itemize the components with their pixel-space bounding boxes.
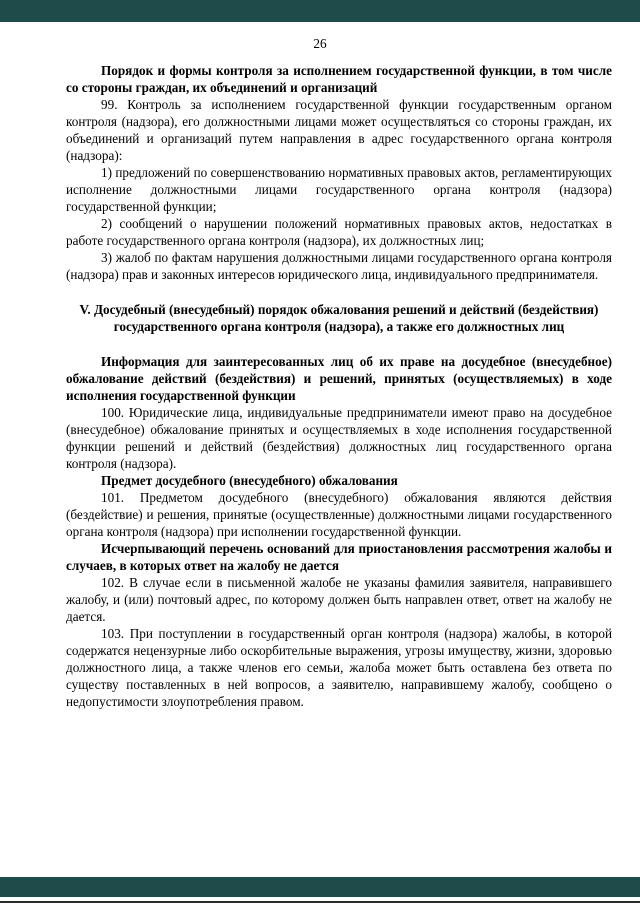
document-body [66,62,612,710]
bottom-edge-line [0,901,640,903]
paragraph-99: 99. Контроль за исполнением государственной функции государственным органом контроля (надзора), его должностными лицами может осуществляться со стороны граждан, их объединений и организаций путем направления в адрес государственного органа контроля (надзора): [66,97,612,163]
subsection-heading-exhaustive-list: Исчерпывающий перечень оснований для приостановления рассмотрения жалобы и случаев, в которых ответ на жалобу не дается [66,541,612,573]
top-banner [0,0,640,22]
paragraph-101: 101. Предметом досудебного (внесудебного) обжалования являются действия (бездействие) и решения, принятые (осуществленные) должностными лицами государственного органа контроля (надзора) при исполнении государственной функции. [66,490,612,539]
chapter-heading-v: V. Досудебный (внесудебный) порядок обжалования решений и действий (бездействия) государственного органа контроля (надзора), а также его должностных лиц [79,302,599,334]
list-item-1: 1) предложений по совершенствованию нормативных правовых актов, регламентирующих исполнение должностными лицами государственного органа контроля (надзора) государственной функции; [66,165,612,214]
paragraph-103: 103. При поступлении в государственный орган контроля (надзора) жалобы, в которой содержатся нецензурные либо оскорбительные выражения, угрозы имуществу, жизни, здоровью должностного лица, а также членов его семьи, жалоба может быть оставлена без ответа по существу поставленных в ней вопросов, а заявителю, направившему жалобу, сообщено о недопустимости злоупотребления правом. [66,626,612,709]
section-heading-control-order: Порядок и формы контроля за исполнением государственной функции, в том числе со стороны граждан, их объединений и организаций [66,63,612,95]
paragraph-102: 102. В случае если в письменной жалобе не указаны фамилия заявителя, направившего жалобу, и (или) почтовый адрес, по которому должен быть направлен ответ, ответ на жалобу не дается. [66,575,612,624]
list-item-3: 3) жалоб по фактам нарушения должностными лицами государственного органа контроля (надзора) прав и законных интересов юридического лица, индивидуального предпринимателя. [66,250,612,282]
subsection-heading-information: Информация для заинтересованных лиц об их праве на досудебное (внесудебное) обжалование действий (бездействия) и решений, принятых (осуществляемых) в ходе исполнения государственной функции [66,354,612,403]
paragraph-100: 100. Юридические лица, индивидуальные предприниматели имеют право на досудебное (внесудебное) обжалование принятых и осуществляемых в ходе исполнения государственной функции решений и действий (бездействия) должностных лиц государственного органа контроля (надзора). [66,405,612,471]
bottom-banner [0,877,640,897]
list-item-2: 2) сообщений о нарушении положений нормативных правовых актов, недостатках в работе государственного органа контроля (надзора), их должностных лиц; [66,216,612,248]
page-number: 26 [313,36,327,51]
subsection-heading-subject: Предмет досудебного (внесудебного) обжалования [101,473,398,488]
